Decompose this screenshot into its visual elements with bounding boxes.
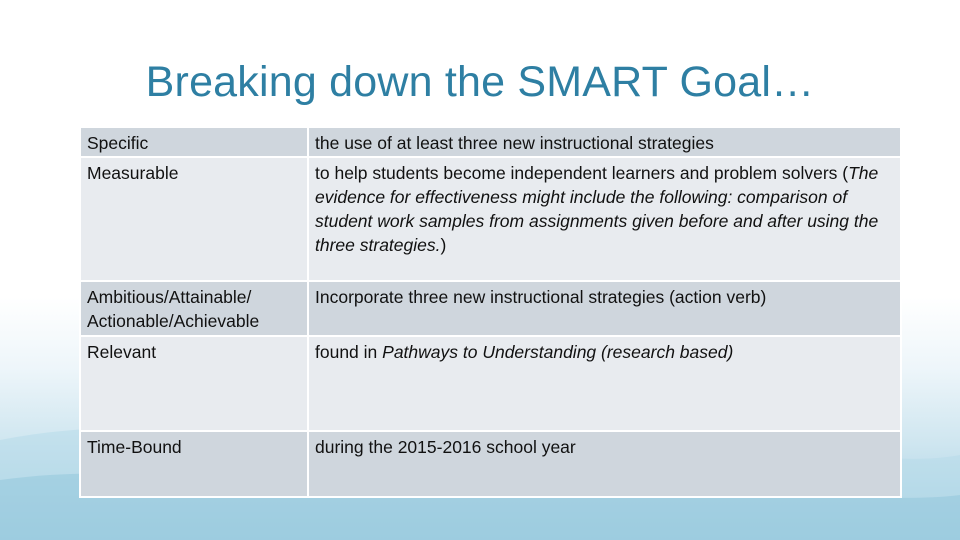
row-label: Ambitious/Attainable/ Actionable/Achievable xyxy=(80,281,308,336)
row-label: Specific xyxy=(80,127,308,157)
slide-title: Breaking down the SMART Goal… xyxy=(145,58,815,106)
content-italic: Pathways to Understanding (research based) xyxy=(382,342,734,362)
table-row xyxy=(80,157,901,281)
row-content xyxy=(308,157,901,281)
row-content: the use of at least three new instructional strategies xyxy=(308,127,901,157)
table-row xyxy=(80,127,901,157)
row-label: Time-Bound xyxy=(80,431,308,497)
row-content xyxy=(308,336,901,431)
row-label: Relevant xyxy=(80,336,308,431)
row-label: Measurable xyxy=(80,157,308,281)
content-plain: found in xyxy=(315,342,383,362)
content-plain: to help students become independent learners and problem solvers ( xyxy=(315,163,849,183)
table-row xyxy=(80,281,901,336)
content-italic: The evidence for effectiveness might include the following: comparison of student work samples from assignments given before and after using the three strategies. xyxy=(315,163,879,255)
content-end: ) xyxy=(440,235,447,255)
table-row xyxy=(80,336,901,431)
table-row xyxy=(80,431,901,497)
row-content: Incorporate three new instructional strategies (action verb) xyxy=(308,281,901,336)
smart-goal-table xyxy=(79,126,902,498)
row-content: during the 2015-2016 school year xyxy=(308,431,901,497)
